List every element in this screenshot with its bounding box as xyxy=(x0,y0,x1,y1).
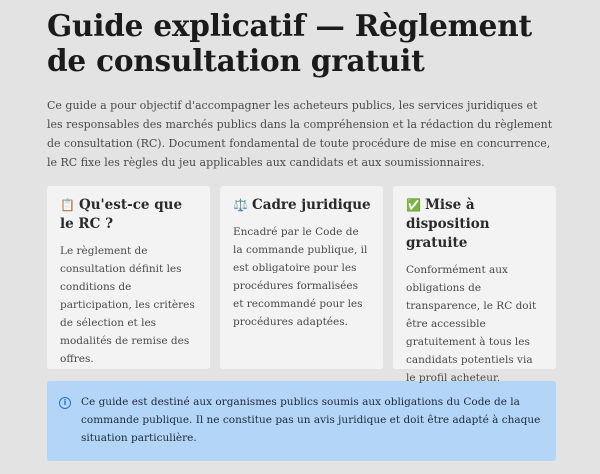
intro-paragraph: Ce guide a pour objectif d'accompagner les acheteurs publics, les services juridiques et les responsables des marchés publics dans la compréhension et la rédaction du règlement de consultation (RC). Document fondamental de toute procédure de mise en concurrence, le RC fixe les règles du jeu applicables aux candidats et aux soumissionnaires. xyxy=(47,99,553,169)
card-what-is-rc xyxy=(47,186,210,369)
page-title: Guide explicatif — Règlement de consultation gratuit xyxy=(47,8,532,78)
card-free-availability xyxy=(393,186,556,384)
card-title xyxy=(233,196,371,215)
card-title-text: Qu'est-ce que le RC ? xyxy=(60,197,183,232)
card-legal-framework xyxy=(220,186,383,369)
info-callout-text: Ce guide est destiné aux organismes publics soumis aux obligations du Code de la commande publique. Il ne constitue pas un avis juridique et doit être adapté à chaque situation particulière. xyxy=(81,396,541,444)
info-icon: i xyxy=(59,397,71,409)
card-text: Conformément aux obligations de transparence, le RC doit être accessible gratuitement à tous les candidats potentiels via le profil acheteur. xyxy=(406,264,537,384)
check-mark-icon: ✅ xyxy=(406,198,421,212)
card-title-text: Mise à disposition gratuite xyxy=(406,197,490,251)
cards-row xyxy=(47,186,556,384)
card-text: Encadré par le Code de la commande publique, il est obligatoire pour les procédures formalisées et recommandé pour les procédures adaptées. xyxy=(233,226,368,328)
info-callout xyxy=(47,381,556,461)
clipboard-icon: 📋 xyxy=(60,198,75,212)
card-text: Le règlement de consultation définit les conditions de participation, les critères de sélection et les modalités de remise des offres. xyxy=(60,245,195,365)
balance-scale-icon: ⚖️ xyxy=(233,198,248,212)
card-title xyxy=(406,196,544,253)
card-title-text: Cadre juridique xyxy=(251,197,371,213)
card-title xyxy=(60,196,198,234)
